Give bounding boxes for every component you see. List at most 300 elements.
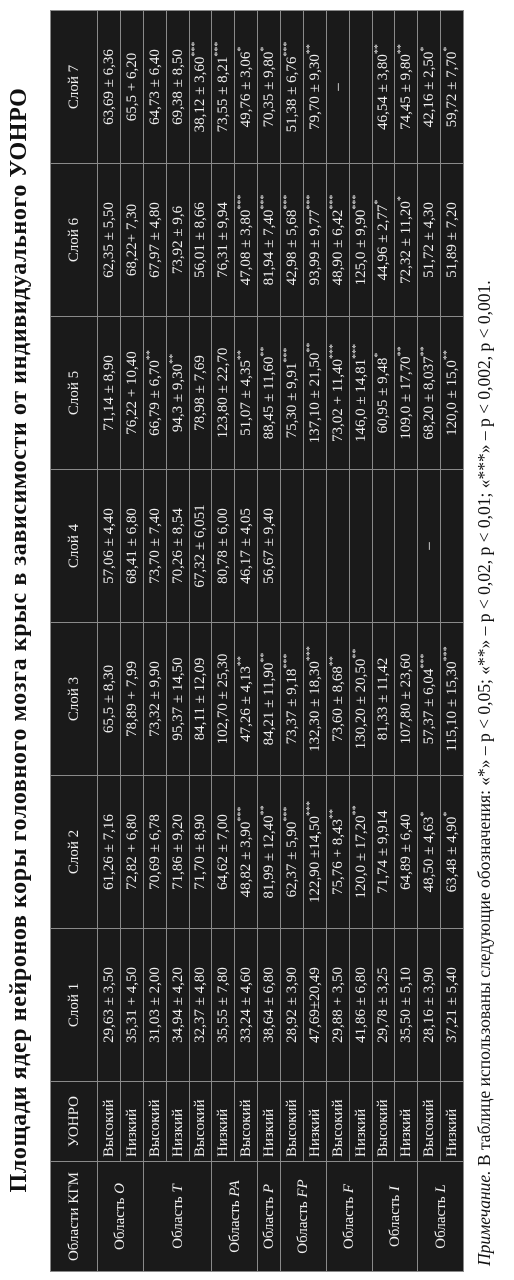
value-cell [166,164,189,317]
area-letter: O [112,1183,129,1194]
value-cell [418,11,441,164]
value-cell [349,164,372,317]
significance-mark: *** [304,194,316,210]
value-cell [281,470,304,623]
significance-mark: *** [350,343,362,359]
value-cell [212,929,235,1082]
value-cell [418,317,441,470]
value-text: 73,02 + 11,40 [329,359,346,442]
value-text: 47,26 ± 4,13 [238,666,255,742]
value-cell [395,776,418,929]
area-letter: L [432,1184,449,1193]
significance-mark: *** [304,801,316,817]
value-cell [212,11,235,164]
value-text: 71,86 ± 9,20 [169,814,186,890]
value-text: 73,70 ± 7,40 [146,508,163,584]
significance-mark: * [442,46,454,52]
value-cell [418,164,441,317]
value-text: 71,14 ± 8,90 [100,355,117,431]
value-cell [235,164,258,317]
value-cell [395,11,418,164]
area-letter: I [386,1185,403,1191]
value-cell [441,317,464,470]
significance-mark: *** [281,653,293,669]
value-text: 84,11 ± 12,09 [192,657,209,741]
value-text: 51,72 ± 4,30 [421,202,438,278]
value-text: 67,97 ± 4,80 [146,202,163,278]
value-text: – [421,542,438,550]
value-cell [326,470,349,623]
value-cell [120,929,143,1082]
value-cell [189,11,212,164]
significance-mark: * [419,46,431,52]
value-cell [326,11,349,164]
value-cell [235,623,258,776]
value-cell [281,11,304,164]
value-cell [418,623,441,776]
value-text: 78,89 + 7,99 [123,661,140,737]
value-cell [212,164,235,317]
value-text: 137,10 ± 21,50 [306,352,323,444]
value-cell [418,929,441,1082]
value-cell [166,11,189,164]
value-cell [189,623,212,776]
significance-mark: *** [281,347,293,363]
level-cell: Низкий [349,1082,372,1162]
value-text: 48,82 ± 3,90 [238,821,255,898]
value-cell [372,317,395,470]
value-text: 64,73 ± 6,40 [146,49,163,125]
area-letter: T [169,1184,186,1193]
level-cell: Низкий [212,1082,235,1162]
table-row [212,11,235,1272]
value-cell [143,317,166,470]
value-cell [326,623,349,776]
significance-mark: *** [281,806,293,822]
area-cell [212,1162,258,1272]
level-cell: Низкий [258,1082,281,1162]
value-text: 78,98 ± 7,69 [192,355,209,431]
area-prefix: Область [112,1197,129,1250]
value-cell [258,929,281,1082]
value-text: 75,76 + 8,43 [329,819,346,895]
value-cell [258,164,281,317]
header-layer-5: Слой 5 [51,317,98,470]
value-text: 76,31 ± 9,94 [215,202,232,278]
level-cell: Высокий [98,1082,121,1162]
value-cell [281,164,304,317]
value-cell [143,164,166,317]
value-cell [349,623,372,776]
value-cell [372,623,395,776]
significance-mark: ** [167,353,179,364]
value-cell [98,11,121,164]
value-cell [212,317,235,470]
value-cell [372,470,395,623]
area-cell [326,1162,372,1272]
area-cell [258,1162,281,1272]
value-cell [441,470,464,623]
value-cell [189,317,212,470]
value-cell [372,164,395,317]
value-cell [120,164,143,317]
value-cell [212,470,235,623]
significance-mark: *** [236,806,248,822]
table-caption: Площади ядер нейронов коры головного мозга крыс в зависимости от индивидуального УОНРО [6,87,32,1193]
value-cell [120,470,143,623]
header-layer-6: Слой 6 [51,164,98,317]
significance-mark: * [373,199,385,205]
significance-mark: *** [281,41,293,57]
value-text: 81,94 ± 7,40 [261,209,278,286]
significance-mark: ** [304,44,316,55]
value-text: 65,5 ± 8,30 [100,664,117,734]
value-cell [120,317,143,470]
value-text: 94,3 ± 9,30 [169,363,186,433]
value-text: 33,24 ± 4,60 [238,967,255,1043]
value-cell [98,470,121,623]
value-text: 125,0 ± 9,90 [352,209,369,286]
value-cell [235,11,258,164]
value-text: 80,78 ± 6,00 [215,508,232,584]
significance-mark: ** [144,350,156,361]
data-table [50,10,464,1272]
value-text: 70,35 ± 9,80 [261,51,278,128]
value-text: 51,07 ± 4,35 [238,360,255,436]
significance-mark: ** [396,346,408,357]
level-cell: Высокий [372,1082,395,1162]
value-cell [143,470,166,623]
area-prefix: Область [261,1196,278,1250]
value-text: 73,37 ± 9,18 [283,668,300,745]
value-cell [441,11,464,164]
significance-mark: *** [327,344,339,360]
value-text: 62,37 ± 5,90 [283,821,300,898]
value-cell [372,776,395,929]
value-cell [326,929,349,1082]
value-cell [98,317,121,470]
table-row [258,11,281,1272]
level-cell: Низкий [303,1082,326,1162]
significance-mark: ** [236,656,248,667]
header-area: Области КГМ [51,1162,98,1272]
value-cell [120,776,143,929]
value-text: 42,16 ± 2,50 [421,51,438,128]
value-cell [120,623,143,776]
value-text: 79,70 ± 9,30 [306,54,323,130]
value-text: 49,76 ± 3,06 [238,51,255,128]
value-cell [98,623,121,776]
level-cell: Высокий [326,1082,349,1162]
value-text: 65,5 + 6,20 [123,52,140,122]
header-level: УОНРО [51,1082,98,1162]
significance-mark: * [442,811,454,817]
area-prefix: Область [432,1196,449,1249]
value-text: 88,45 ± 11,60 [261,356,278,440]
significance-mark: ** [350,648,362,659]
value-text: 57,06 ± 4,40 [100,508,117,584]
value-cell [349,929,372,1082]
value-cell [235,929,258,1082]
value-cell [143,11,166,164]
area-cell [143,1162,212,1272]
value-cell [281,776,304,929]
area-letter: PA [226,1180,243,1197]
level-cell: Низкий [441,1082,464,1162]
value-cell [441,776,464,929]
area-prefix: Область [295,1201,312,1254]
value-cell [303,11,326,164]
significance-mark: ** [350,805,362,816]
value-text: 47,69±20,49 [306,967,323,1043]
value-text: 34,94 ± 4,20 [169,967,186,1043]
significance-mark: *** [190,41,202,57]
significance-mark: * [373,352,385,358]
area-letter: P [261,1183,278,1194]
value-text: 72,82 + 6,80 [123,814,140,890]
value-text: 35,55 ± 7,80 [215,967,232,1043]
value-cell [326,776,349,929]
value-cell [395,623,418,776]
level-cell: Высокий [189,1082,212,1162]
header-layer-4: Слой 4 [51,470,98,623]
level-cell: Высокий [418,1082,441,1162]
value-text: 64,62 ± 7,00 [215,814,232,890]
area-letter: FP [295,1179,312,1198]
value-text: 76,22 + 10,40 [123,351,140,435]
value-text: 115,10 ± 15,30 [444,661,461,752]
table-row [143,11,166,1272]
value-cell [143,776,166,929]
value-text: 70,69 ± 6,78 [146,814,163,890]
significance-mark: ** [259,652,271,663]
value-text: 61,26 ± 7,16 [100,814,117,890]
significance-mark: *** [236,194,248,210]
value-text: 95,37 ± 14,50 [169,657,186,741]
area-cell [418,1162,464,1272]
value-cell [395,929,418,1082]
significance-mark: *** [213,41,225,57]
value-cell [235,317,258,470]
value-text: 42,98 ± 5,68 [283,209,300,286]
value-cell [441,623,464,776]
table-row [441,11,464,1272]
value-cell [303,317,326,470]
value-cell [349,11,372,164]
table-row [189,11,212,1272]
value-cell [326,164,349,317]
value-text: 68,22+ 7,30 [123,203,140,277]
level-cell: Высокий [235,1082,258,1162]
value-text: 120,0 ± 15,0 [444,360,461,436]
value-text: 64,89 ± 6,40 [398,814,415,890]
value-text: 29,88 + 3,50 [329,967,346,1043]
value-cell [418,470,441,623]
note-text: В таблице использованы следующие обозначения: «*» – p < 0,05; «**» – p < 0,02, p < 0,01; «***» – p < 0,002, p < 0,001. [474,280,494,1171]
value-cell [303,776,326,929]
significance-mark: * [236,46,248,52]
value-cell [303,623,326,776]
value-text: 51,89 ± 7,20 [444,202,461,278]
value-cell [98,164,121,317]
value-cell [189,164,212,317]
value-cell [212,623,235,776]
significance-mark: *** [419,653,431,669]
table-row [120,11,143,1272]
header-layer-2: Слой 2 [51,776,98,929]
value-cell [395,470,418,623]
value-text: 72,32 ± 11,20 [398,201,415,284]
value-text: 57,37 ± 6,04 [421,668,438,745]
value-text: 66,79 ± 6,70 [146,360,163,436]
value-cell [189,776,212,929]
significance-mark: *** [259,194,271,210]
area-prefix: Область [169,1196,186,1249]
value-text: 48,90 ± 6,42 [329,209,346,286]
value-text: 51,38 ± 6,76 [283,56,300,133]
value-text: 130,20 ± 20,50 [352,658,369,750]
value-cell [372,11,395,164]
value-cell [258,623,281,776]
header-row [51,11,98,1272]
value-text: 81,99 ± 12,40 [261,815,278,899]
value-text: 69,38 ± 8,50 [169,49,186,125]
value-text: 74,45 ± 9,80 [398,54,415,130]
table-row [418,11,441,1272]
value-text: 62,35 ± 5,50 [100,202,117,278]
value-text: 132,30 ± 18,30 [306,661,323,752]
value-text: 109,0 ± 17,70 [398,356,415,440]
value-cell [235,470,258,623]
area-prefix: Область [226,1200,243,1253]
value-cell [418,776,441,929]
value-text: – [329,83,346,91]
significance-mark: ** [236,350,248,361]
value-text: 59,72 ± 7,70 [444,51,461,128]
value-cell [189,470,212,623]
significance-mark: ** [442,350,454,361]
value-cell [98,929,121,1082]
table-row [98,11,121,1272]
value-cell [166,929,189,1082]
significance-mark: ** [259,805,271,816]
value-text: 73,92 ± 9,6 [169,205,186,275]
level-cell: Низкий [395,1082,418,1162]
value-cell [143,929,166,1082]
area-cell [98,1162,144,1272]
value-cell [212,776,235,929]
value-text: 73,60 ± 8,68 [329,666,346,742]
significance-mark: ** [304,342,316,353]
header-layer-3: Слой 3 [51,623,98,776]
value-cell [349,470,372,623]
table-row [349,11,372,1272]
value-text: 93,99 ± 9,77 [306,209,323,286]
value-text: 38,64 ± 6,80 [261,967,278,1043]
table-body [98,11,464,1272]
value-text: 102,70 ± 25,30 [215,653,232,745]
value-text: 120,0 ± 17,20 [352,815,369,899]
value-cell [372,929,395,1082]
significance-mark: ** [327,809,339,820]
area-letter: F [341,1183,358,1194]
value-cell [441,164,464,317]
value-text: 41,86 ± 6,80 [352,967,369,1043]
significance-mark: ** [327,656,339,667]
value-text: 68,20 ± 8,037 [421,356,438,440]
level-cell: Высокий [281,1082,304,1162]
value-cell [303,929,326,1082]
value-text: 73,32 ± 9,90 [146,661,163,737]
value-cell [166,470,189,623]
value-cell [166,623,189,776]
value-text: 35,31 + 4,50 [123,967,140,1043]
value-text: 31,03 ± 2,00 [146,967,163,1043]
significance-mark: *** [327,194,339,210]
note-lead: Примечание. [474,1170,494,1266]
value-cell [326,317,349,470]
value-text: 28,92 ± 3,90 [283,967,300,1043]
value-text: 84,21 ± 11,90 [261,662,278,746]
value-cell [189,929,212,1082]
table-row [166,11,189,1272]
level-cell: Низкий [166,1082,189,1162]
value-cell [166,317,189,470]
value-cell [395,317,418,470]
value-text: 47,08 ± 3,80 [238,209,255,286]
value-cell [143,623,166,776]
value-cell [281,317,304,470]
header-layer-7: Слой 7 [51,11,98,164]
value-cell [349,317,372,470]
significance-mark: ** [419,346,431,357]
level-cell: Высокий [143,1082,166,1162]
value-cell [281,929,304,1082]
value-text: 63,48 ± 4,90 [444,816,461,893]
significance-mark: *** [350,194,362,210]
significance-mark: *** [304,646,316,662]
value-text: 60,95 ± 9,48 [375,357,392,434]
value-text: 67,32 ± 6,051 [192,504,209,588]
value-cell [258,776,281,929]
value-cell [258,317,281,470]
value-text: 122,90 ±14,50 [306,816,323,903]
significance-mark: * [419,811,431,817]
value-text: 75,30 ± 9,91 [283,362,300,439]
value-cell [303,164,326,317]
level-cell: Низкий [120,1082,143,1162]
value-text: 56,67 ± 9,40 [261,508,278,584]
value-text: 28,16 ± 3,90 [421,967,438,1043]
value-text: 71,70 ± 8,90 [192,814,209,890]
value-text: 38,12 ± 3,60 [192,56,209,133]
value-cell [235,776,258,929]
value-text: 146,0 ± 14,81 [352,358,369,443]
value-text: 56,01 ± 8,66 [192,202,209,278]
value-cell [120,11,143,164]
significance-mark: * [396,196,408,202]
table-note [474,16,495,1266]
value-text: 48,50 ± 4,63 [421,816,438,893]
value-text: 44,96 ± 2,77 [375,204,392,281]
table-row [235,11,258,1272]
value-text: 81,33 ± 11,42 [375,657,392,741]
value-cell [441,929,464,1082]
value-cell [349,776,372,929]
table-row [303,11,326,1272]
value-cell [395,164,418,317]
significance-mark: * [259,46,271,52]
